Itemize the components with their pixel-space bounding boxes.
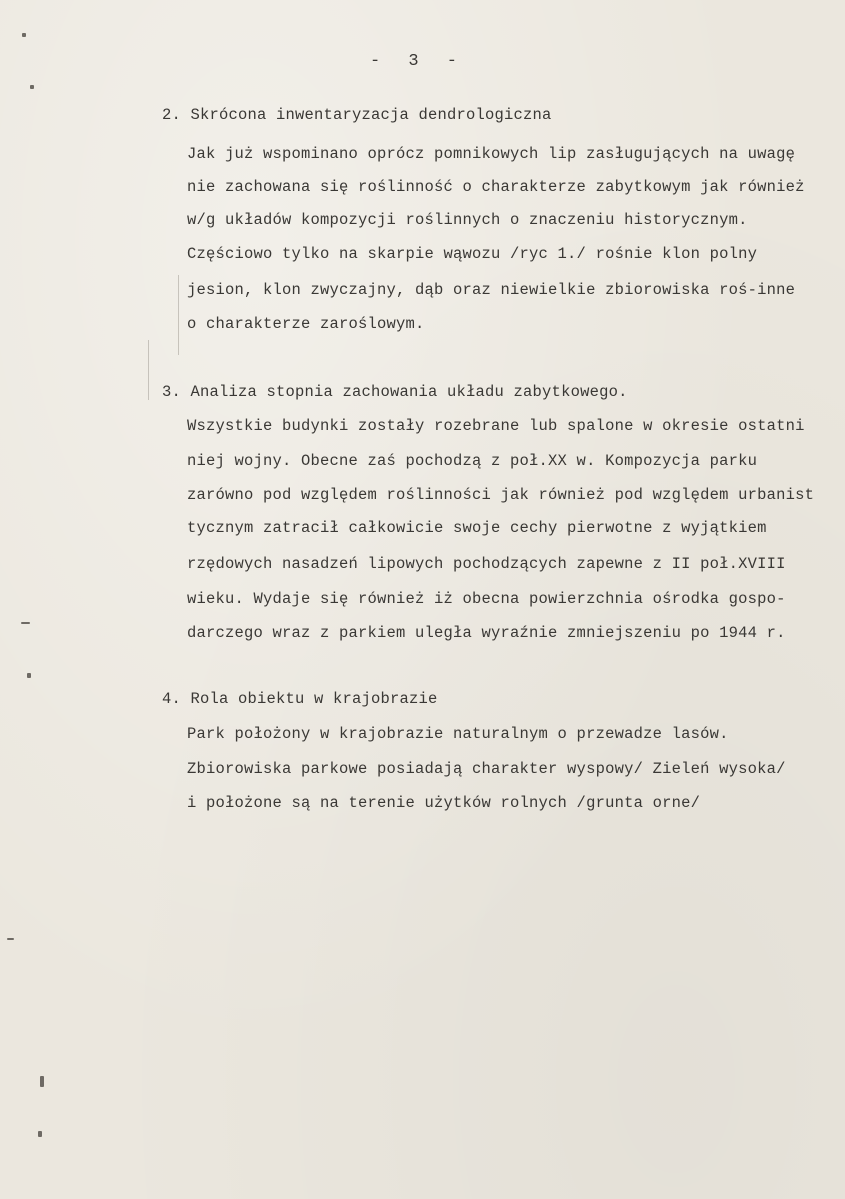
text-line: jesion, klon zwyczajny, dąb oraz niewielkie zbiorowiska roś-inne [187,281,796,299]
text-line: wieku. Wydaje się również iż obecna powierzchnia ośrodka gospo- [187,590,786,608]
page-number: - 3 - [369,52,459,71]
text-line: o charakterze zaroślowym. [187,315,425,333]
text-line: w/g układów kompozycji roślinnych o znaczeniu historycznym. [187,211,748,229]
text-line: i położone są na terenie użytków rolnych /grunta orne/ [187,794,701,812]
margin-speck [7,938,14,940]
text-line: niej wojny. Obecne zaś pochodzą z poł.XX w. Kompozycja parku [187,452,758,470]
pencil-margin-line [178,275,179,355]
text-line: Park położony w krajobrazie naturalnym o przewadze lasów. [187,725,729,743]
text-line: Częściowo tylko na skarpie wąwozu /ryc 1./ rośnie klon polny [187,245,758,263]
pencil-margin-line [148,340,149,400]
text-line: rzędowych nasadzeń lipowych pochodzących zapewne z II poł.XVIII [187,555,786,573]
text-line: tycznym zatracił całkowicie swoje cechy pierwotne z wyjątkiem [187,519,767,537]
text-line: Jak już wspominano oprócz pomnikowych lip zasługujących na uwagę [187,145,796,163]
section-heading: 4. Rola obiektu w krajobrazie [162,690,438,708]
text-line: Wszystkie budynki zostały rozebrane lub spalone w okresie ostatni [187,417,805,435]
margin-speck [21,622,30,624]
text-line: nie zachowana się roślinność o charakterze zabytkowym jak również [187,178,805,196]
section-heading: 3. Analiza stopnia zachowania układu zabytkowego. [162,383,628,401]
margin-speck [27,673,31,678]
margin-speck [30,85,34,89]
text-line: zarówno pod względem roślinności jak również pod względem urbanist [187,486,815,504]
text-line: Zbiorowiska parkowe posiadają charakter wyspowy/ Zieleń wysoka/ [187,760,786,778]
section-heading: 2. Skrócona inwentaryzacja dendrologiczna [162,106,552,124]
margin-speck [22,33,26,37]
margin-speck [38,1131,42,1137]
text-line: darczego wraz z parkiem uległa wyraźnie zmniejszeniu po 1944 r. [187,624,786,642]
margin-speck [40,1076,44,1087]
